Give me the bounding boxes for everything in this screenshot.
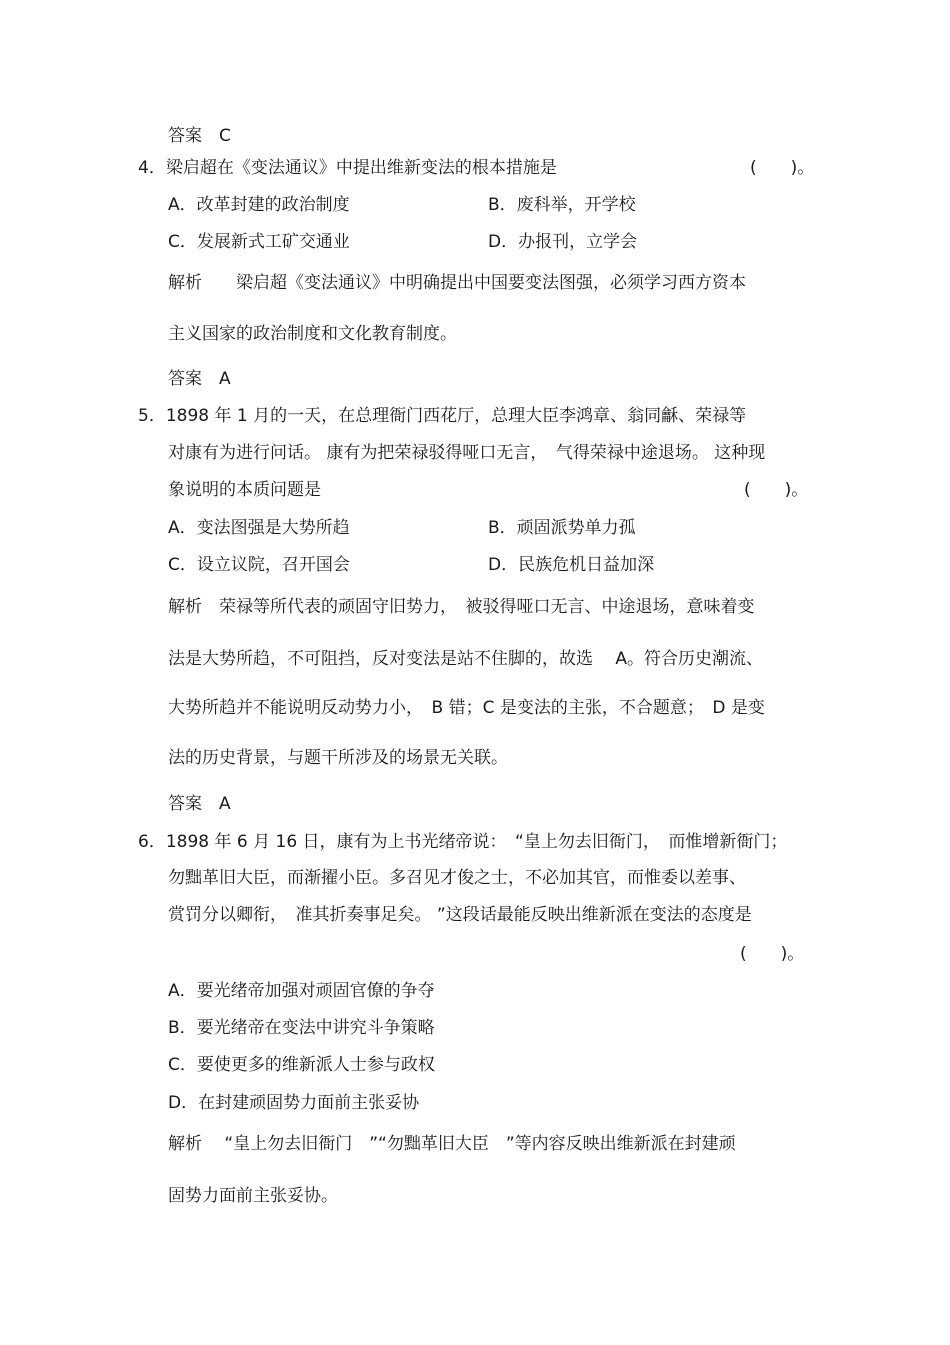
q6-option-b: B．要光绪帝在变法中讲究斗争策略 <box>168 1018 435 1038</box>
q6-stem-line-2: 勿黜革旧大臣，而渐擢小臣。多召见才俊之士，不必加其官，而惟委以差事、 <box>168 868 746 888</box>
q4-bracket: ( )。 <box>750 158 815 178</box>
q4-answer: 答案 A <box>168 369 231 389</box>
q5-stem-line-2: 对康有为进行问话。 康有为把荣禄驳得哑口无言， 气得荣禄中途退场。 这种现 <box>168 443 766 463</box>
q5-analysis-line-1: 解析 荣禄等所代表的顽固守旧势力， 被驳得哑口无言、中途退场，意味着变 <box>168 597 755 617</box>
q6-stem-line-3: 赏罚分以卿衔， 准其折奏事足矣。 ”这段话最能反映出维新派在变法的态度是 <box>168 905 752 925</box>
q5-stem-line-1: 5．1898 年 1 月的一天，在总理衙门西花厅，总理大臣李鸿章、翁同龢、荣禄等 <box>138 406 747 426</box>
q4-option-c: C．发展新式工矿交通业 <box>168 232 350 252</box>
q5-analysis-line-2: 法是大势所趋，不可阻挡，反对变法是站不住脚的，故选 A。符合历史潮流、 <box>168 649 764 669</box>
q4-option-b: B．废科举，开学校 <box>488 195 636 215</box>
q6-analysis-line-1: 解析 “皇上勿去旧衙门 ”“勿黜革旧大臣 ”等内容反映出维新派在封建顽 <box>168 1134 736 1154</box>
q3-answer: 答案 C <box>168 126 231 146</box>
q6-bracket: ( )。 <box>740 944 805 964</box>
q4-analysis-line-2: 主义国家的政治制度和文化教育制度。 <box>168 324 457 344</box>
q5-option-a: A．变法图强是大势所趋 <box>168 518 350 538</box>
q5-analysis-line-3: 大势所趋并不能说明反动势力小， B 错；C 是变法的主张，不合题意； D 是变 <box>168 698 765 718</box>
q5-option-b: B．顽固派势单力孤 <box>488 518 636 538</box>
q5-bracket: ( )。 <box>744 480 809 500</box>
q5-option-d: D．民族危机日益加深 <box>488 555 655 575</box>
q5-stem-line-3: 象说明的本质问题是 <box>168 480 321 500</box>
q6-option-d: D．在封建顽固势力面前主张妥协 <box>168 1093 420 1113</box>
q6-option-c: C．要使更多的维新派人士参与政权 <box>168 1055 435 1075</box>
q5-analysis-line-4: 法的历史背景，与题干所涉及的场景无关联。 <box>168 748 508 768</box>
q4-analysis-line-1: 解析 梁启超《变法通议》中明确提出中国要变法图强，必须学习西方资本 <box>168 273 746 293</box>
q5-answer: 答案 A <box>168 794 231 814</box>
q5-option-c: C．设立议院，召开国会 <box>168 555 350 575</box>
q6-stem-line-1: 6．1898 年 6 月 16 日，康有为上书光绪帝说： “皇上勿去旧衙门， 而惟增新衙门； <box>138 832 788 852</box>
q4-option-a: A．改革封建的政治制度 <box>168 195 350 215</box>
q6-option-a: A．要光绪帝加强对顽固官僚的争夺 <box>168 981 435 1001</box>
q6-analysis-line-2: 固势力面前主张妥协。 <box>168 1186 338 1206</box>
q4-option-d: D．办报刊，立学会 <box>488 232 638 252</box>
q4-stem: 4．梁启超在《变法通议》中提出维新变法的根本措施是 <box>138 158 557 178</box>
